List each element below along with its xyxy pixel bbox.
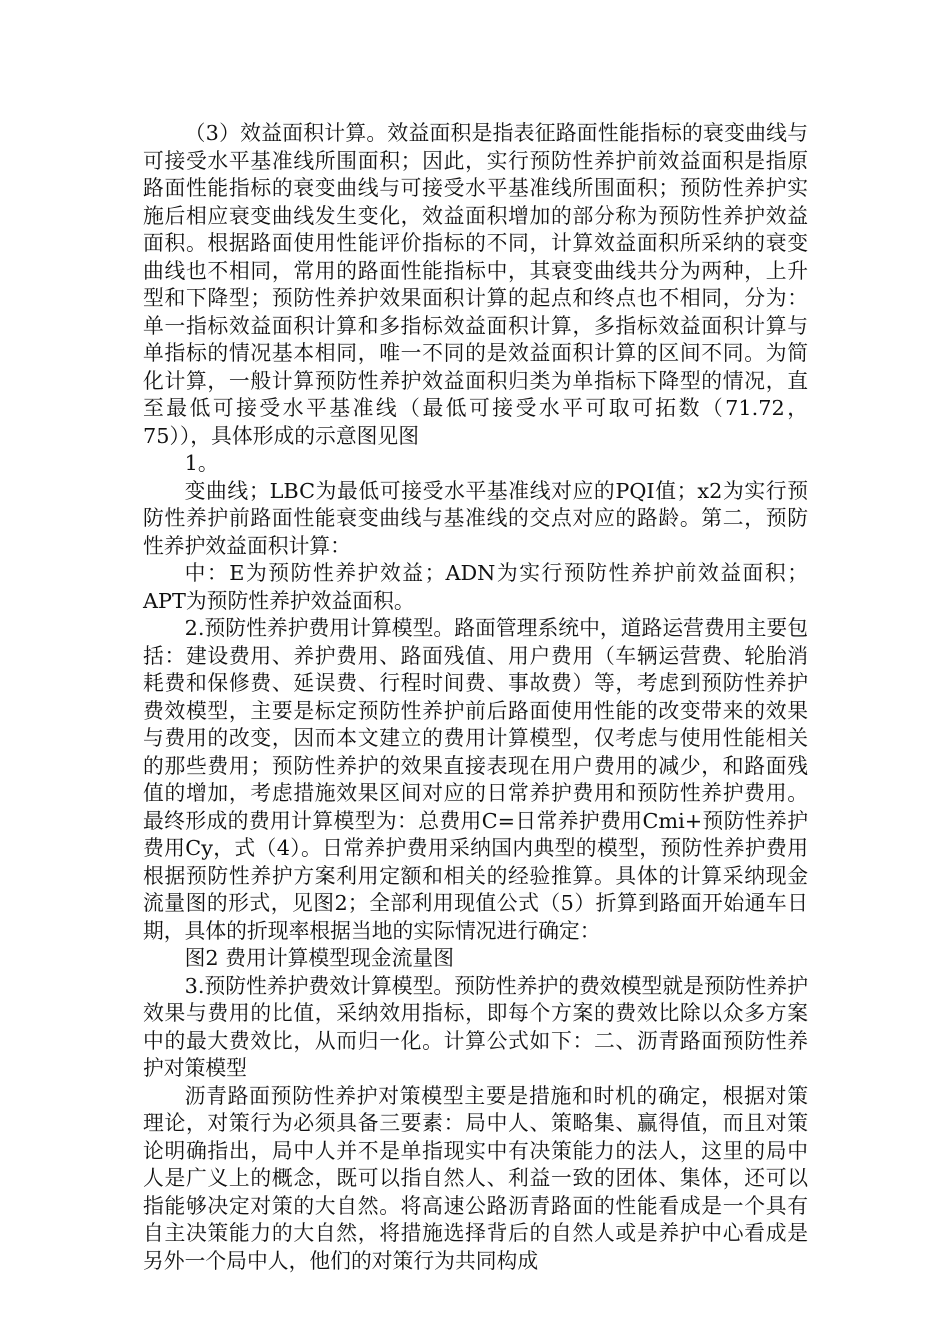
document-page [143, 120, 808, 1275]
paragraph-figure-ref: 1。 [184, 451, 219, 475]
paragraph-benefit-area: （3）效益面积计算。效益面积是指表征路面性能指标的衰变曲线与可接受水平基准线所围面积；因此，实行预防性养护前效益面积是指原路面性能指标的衰变曲线与可接受水平基准线所围面积；预防性养护实施后相应衰变曲线发生变化，效益面积增加的部分称为预防性养护效益面积。根据路面使用性能评价指标的不同，计算效益面积所采纳的衰变曲线也不相同，常用的路面性能指标中，其衰变曲线共分为两种，上升型和下降型；预防性养护效果面积计算的起点和终点也不相同，分为：单一指标效益面积计算和多指标效益面积计算，多指标效益面积计算与单指标的情况基本相同，唯一不同的是效益面积计算的区间不同。为简化计算，一般计算预防性养护效益面积归类为单指标下降型的情况，直至最低可接受水平基准线（最低可接受水平可取可拓数（71.72，75）），具体形成的示意图见图 [143, 121, 808, 448]
paragraph-strategy-model: 沥青路面预防性养护对策模型主要是措施和时机的确定，根据对策理论，对策行为必须具备三要素：局中人、策略集、赢得值，而且对策论明确指出，局中人并不是单指现实中有决策能力的法人，这里的局中人是广义上的概念，既可以指自然人、利益一致的团体、集体，还可以指能够决定对策的大自然。将高速公路沥青路面的性能看成是一个具有自主决策能力的大自然，将措施选择背后的自然人或是养护中心看成是另外一个局中人，他们的对策行为共同构成 [143, 1083, 808, 1273]
paragraph-decay-curve: 变曲线；LBC为最低可接受水平基准线对应的PQI值；x2为实行预防性养护前路面性能衰变曲线与基准线的交点对应的路龄。第二，预防性养护效益面积计算： [143, 478, 808, 558]
paragraph-cost-effect-model: 3.预防性养护费效计算模型。预防性养护的费效模型就是预防性养护效果与费用的比值，采纳效用指标，即每个方案的费效比除以众多方案中的最大费效比，从而归一化。计算公式如下：二、沥青路面预防性养护对策模型 [143, 973, 808, 1080]
figure-caption: 图2 费用计算模型现金流量图 [184, 946, 454, 970]
paragraph-benefit-definition: 中：E为预防性养护效益；ADN为实行预防性养护前效益面积；APT为预防性养护效益面积。 [143, 561, 808, 613]
paragraph-cost-model: 2.预防性养护费用计算模型。路面管理系统中，道路运营费用主要包括：建设费用、养护费用、路面残值、用户费用（车辆运营费、轮胎消耗费和保修费、延误费、行程时间费、事故费）等，考虑到预防性养护费效模型，主要是标定预防性养护前后路面使用性能的改变带来的效果与费用的改变，因而本文建立的费用计算模型，仅考虑与使用性能相关的那些费用；预防性养护的效果直接表现在用户费用的减少，和路面残值的增加，考虑措施效果区间对应的日常养护费用和预防性养护费用。最终形成的费用计算模型为：总费用C=日常养护费用Cmi+预防性养护费用Cy，式（4）。日常养护费用采纳国内典型的模型，预防性养护费用根据预防性养护方案利用定额和相关的经验推算。具体的计算采纳现金流量图的形式，见图2；全部利用现值公式（5）折算到路面开始通车日期，具体的折现率根据当地的实际情况进行确定： [143, 616, 808, 943]
